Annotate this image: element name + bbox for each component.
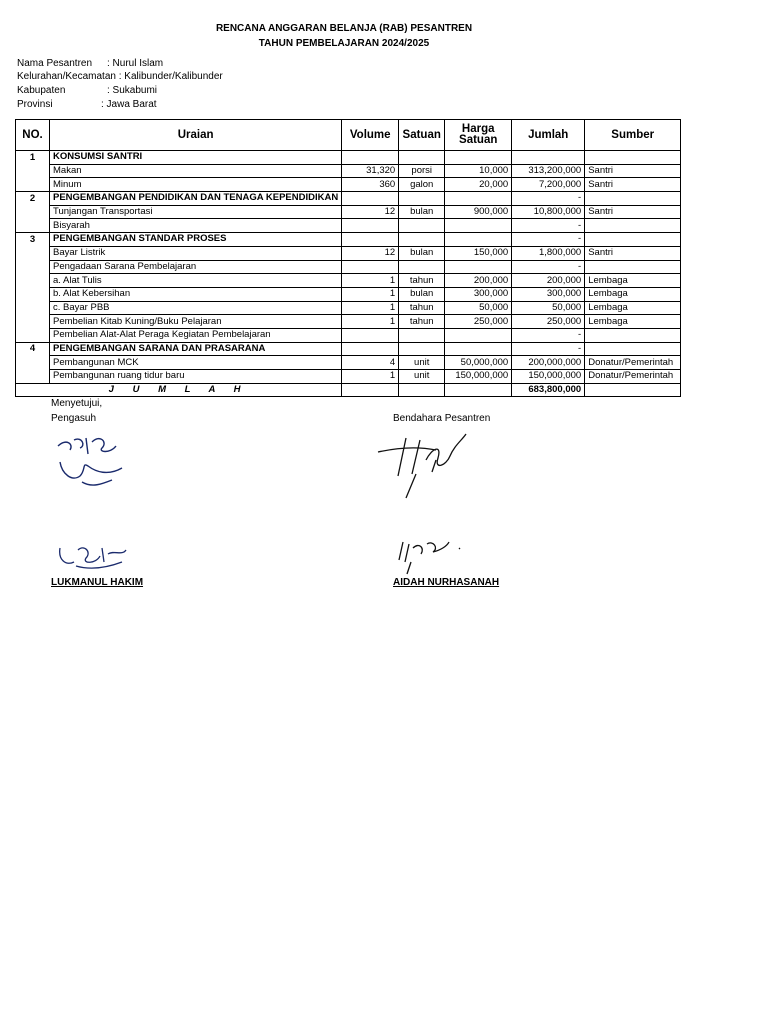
- row-jumlah: -: [512, 219, 585, 233]
- row-uraian: Bisyarah: [50, 219, 342, 233]
- row-satuan: tahun: [399, 274, 445, 288]
- row-volume: 360: [342, 178, 399, 192]
- row-satuan: [399, 233, 445, 247]
- row-sumber: Lembaga: [585, 315, 681, 329]
- table-row: [16, 246, 681, 260]
- row-uraian: KONSUMSI SANTRI: [50, 151, 342, 165]
- bendahara-signature-bottom: [397, 538, 467, 578]
- row-uraian: Pembangunan ruang tidur baru: [50, 370, 342, 384]
- info-label: Nama Pesantren: [17, 58, 93, 69]
- row-number: [16, 164, 50, 178]
- row-satuan: [399, 342, 445, 356]
- row-uraian: c. Bayar PBB: [50, 301, 342, 315]
- row-sumber: [585, 342, 681, 356]
- row-sumber: [585, 151, 681, 165]
- row-volume: 1: [342, 274, 399, 288]
- header-uraian: Uraian: [50, 120, 342, 151]
- row-jumlah: 50,000: [512, 301, 585, 315]
- row-harga-satuan: 20,000: [445, 178, 512, 192]
- info-value: : Sukabumi: [107, 85, 158, 96]
- row-sumber: Donatur/Pemerintah: [585, 356, 681, 370]
- section-row: [16, 192, 681, 206]
- row-sumber: Lembaga: [585, 301, 681, 315]
- row-jumlah: -: [512, 260, 585, 274]
- pengasuh-name: LUKMANUL HAKIM: [51, 577, 144, 588]
- row-harga-satuan: 150,000,000: [445, 370, 512, 384]
- document-title: RENCANA ANGGARAN BELANJA (RAB) PESANTREN: [215, 23, 473, 34]
- table-row: [16, 328, 681, 342]
- table-row: [16, 287, 681, 301]
- row-satuan: unit: [399, 370, 445, 384]
- header-no: NO.: [16, 120, 50, 151]
- row-satuan: [399, 328, 445, 342]
- table-body: [16, 151, 681, 384]
- row-satuan: [399, 260, 445, 274]
- row-jumlah: 7,200,000: [512, 178, 585, 192]
- row-satuan: [399, 219, 445, 233]
- header-satuan: Satuan: [399, 120, 445, 151]
- row-sumber: Santri: [585, 164, 681, 178]
- row-uraian: Pembelian Alat-Alat Peraga Kegiatan Pembelajaran: [50, 328, 342, 342]
- row-volume: [342, 328, 399, 342]
- section-row: [16, 151, 681, 165]
- row-volume: 1: [342, 301, 399, 315]
- row-sumber: [585, 219, 681, 233]
- row-uraian: PENGEMBANGAN STANDAR PROSES: [50, 233, 342, 247]
- row-harga-satuan: [445, 219, 512, 233]
- row-harga-satuan: [445, 151, 512, 165]
- row-sumber: [585, 192, 681, 206]
- row-sumber: Lembaga: [585, 274, 681, 288]
- row-number: [16, 328, 50, 342]
- info-kelurahan-kecamatan: [17, 71, 223, 82]
- row-number: [16, 356, 50, 370]
- row-volume: 12: [342, 205, 399, 219]
- row-uraian: a. Alat Tulis: [50, 274, 342, 288]
- row-satuan: bulan: [399, 246, 445, 260]
- info-nama-pesantren: [17, 58, 163, 69]
- row-uraian: Minum: [50, 178, 342, 192]
- table-header-row: [16, 120, 681, 151]
- row-uraian: Pembelian Kitab Kuning/Buku Pelajaran: [50, 315, 342, 329]
- table-row: [16, 301, 681, 315]
- total-value: 683,800,000: [512, 383, 585, 397]
- row-harga-satuan: 300,000: [445, 287, 512, 301]
- approval-label: Menyetujui,: [51, 398, 103, 409]
- row-jumlah: 300,000: [512, 287, 585, 301]
- header-jumlah: Jumlah: [512, 120, 585, 151]
- row-harga-satuan: [445, 342, 512, 356]
- row-uraian: b. Alat Kebersihan: [50, 287, 342, 301]
- row-jumlah: 10,800,000: [512, 205, 585, 219]
- table-row: [16, 205, 681, 219]
- table-row: [16, 260, 681, 274]
- row-satuan: tahun: [399, 315, 445, 329]
- row-jumlah: -: [512, 192, 585, 206]
- info-value: : Jawa Barat: [101, 99, 157, 110]
- row-jumlah: 250,000: [512, 315, 585, 329]
- row-volume: [342, 260, 399, 274]
- row-number: [16, 301, 50, 315]
- row-harga-satuan: [445, 260, 512, 274]
- row-number: [16, 274, 50, 288]
- row-uraian: PENGEMBANGAN PENDIDIKAN DAN TENAGA KEPENDIDIKAN: [50, 192, 342, 206]
- row-sumber: Santri: [585, 178, 681, 192]
- row-harga-satuan: 250,000: [445, 315, 512, 329]
- bendahara-signature-top: [376, 430, 472, 502]
- row-number: [16, 287, 50, 301]
- row-sumber: [585, 328, 681, 342]
- info-provinsi: [17, 99, 157, 110]
- row-sumber: Santri: [585, 205, 681, 219]
- row-sumber: Donatur/Pemerintah: [585, 370, 681, 384]
- row-volume: [342, 342, 399, 356]
- info-kabupaten: [17, 85, 157, 96]
- row-sumber: [585, 233, 681, 247]
- row-harga-satuan: [445, 192, 512, 206]
- row-number: [16, 246, 50, 260]
- row-harga-satuan: 900,000: [445, 205, 512, 219]
- header-harga-satuan: Harga Satuan: [445, 120, 512, 151]
- row-number: 1: [16, 151, 50, 165]
- info-label: Kelurahan/Kecamatan: [17, 71, 116, 82]
- row-volume: 12: [342, 246, 399, 260]
- row-volume: 1: [342, 370, 399, 384]
- table-row: [16, 219, 681, 233]
- header-volume: Volume: [342, 120, 399, 151]
- row-number: [16, 260, 50, 274]
- table-row: [16, 315, 681, 329]
- bendahara-name: AIDAH NURHASANAH: [393, 577, 500, 588]
- row-uraian: Tunjangan Transportasi: [50, 205, 342, 219]
- table-cell: [585, 383, 681, 397]
- total-label: J U M L A H: [16, 383, 342, 397]
- bendahara-label: Bendahara Pesantren: [393, 413, 491, 424]
- table-row: [16, 274, 681, 288]
- row-jumlah: 313,200,000: [512, 164, 585, 178]
- row-volume: [342, 233, 399, 247]
- row-satuan: bulan: [399, 205, 445, 219]
- row-uraian: PENGEMBANGAN SARANA DAN PRASARANA: [50, 342, 342, 356]
- row-volume: [342, 219, 399, 233]
- row-uraian: Pengadaan Sarana Pembelajaran: [50, 260, 342, 274]
- row-number: [16, 205, 50, 219]
- row-volume: 31,320: [342, 164, 399, 178]
- row-uraian: Pembangunan MCK: [50, 356, 342, 370]
- table-row: [16, 178, 681, 192]
- row-jumlah: 200,000: [512, 274, 585, 288]
- info-value: : Kalibunder/Kalibunder: [118, 71, 223, 82]
- pengasuh-signature-top: [52, 432, 132, 492]
- row-jumlah: -: [512, 342, 585, 356]
- row-harga-satuan: [445, 328, 512, 342]
- pengasuh-label: Pengasuh: [51, 413, 97, 424]
- row-jumlah: -: [512, 328, 585, 342]
- row-satuan: [399, 151, 445, 165]
- row-harga-satuan: 150,000: [445, 246, 512, 260]
- row-volume: [342, 151, 399, 165]
- row-jumlah: -: [512, 233, 585, 247]
- row-uraian: Makan: [50, 164, 342, 178]
- table-row: [16, 164, 681, 178]
- row-volume: 4: [342, 356, 399, 370]
- table-cell: [342, 383, 399, 397]
- row-satuan: unit: [399, 356, 445, 370]
- row-number: [16, 178, 50, 192]
- pengasuh-signature-bottom: [56, 540, 130, 572]
- row-number: 4: [16, 342, 50, 356]
- row-number: 3: [16, 233, 50, 247]
- table-row: [16, 356, 681, 370]
- total-row: [16, 383, 681, 397]
- row-satuan: [399, 192, 445, 206]
- row-number: [16, 370, 50, 384]
- table-row: [16, 370, 681, 384]
- row-jumlah: [512, 151, 585, 165]
- table-cell: [399, 383, 445, 397]
- section-row: [16, 233, 681, 247]
- row-satuan: porsi: [399, 164, 445, 178]
- row-volume: [342, 192, 399, 206]
- row-volume: 1: [342, 315, 399, 329]
- row-jumlah: 1,800,000: [512, 246, 585, 260]
- section-row: [16, 342, 681, 356]
- row-harga-satuan: 10,000: [445, 164, 512, 178]
- row-harga-satuan: 50,000,000: [445, 356, 512, 370]
- row-satuan: tahun: [399, 301, 445, 315]
- row-harga-satuan: 50,000: [445, 301, 512, 315]
- row-uraian: Bayar Listrik: [50, 246, 342, 260]
- row-harga-satuan: 200,000: [445, 274, 512, 288]
- row-number: [16, 219, 50, 233]
- header-sumber: Sumber: [585, 120, 681, 151]
- row-volume: 1: [342, 287, 399, 301]
- info-label: Provinsi: [17, 99, 53, 110]
- row-satuan: bulan: [399, 287, 445, 301]
- rab-table: [15, 119, 681, 397]
- row-sumber: [585, 260, 681, 274]
- info-value: : Nurul Islam: [107, 58, 164, 69]
- info-label: Kabupaten: [17, 85, 66, 96]
- row-number: [16, 315, 50, 329]
- row-harga-satuan: [445, 233, 512, 247]
- row-sumber: Santri: [585, 246, 681, 260]
- document-subtitle: TAHUN PEMBELAJARAN 2024/2025: [258, 38, 430, 49]
- row-jumlah: 150,000,000: [512, 370, 585, 384]
- table-cell: [445, 383, 512, 397]
- row-jumlah: 200,000,000: [512, 356, 585, 370]
- row-satuan: galon: [399, 178, 445, 192]
- row-number: 2: [16, 192, 50, 206]
- row-sumber: Lembaga: [585, 287, 681, 301]
